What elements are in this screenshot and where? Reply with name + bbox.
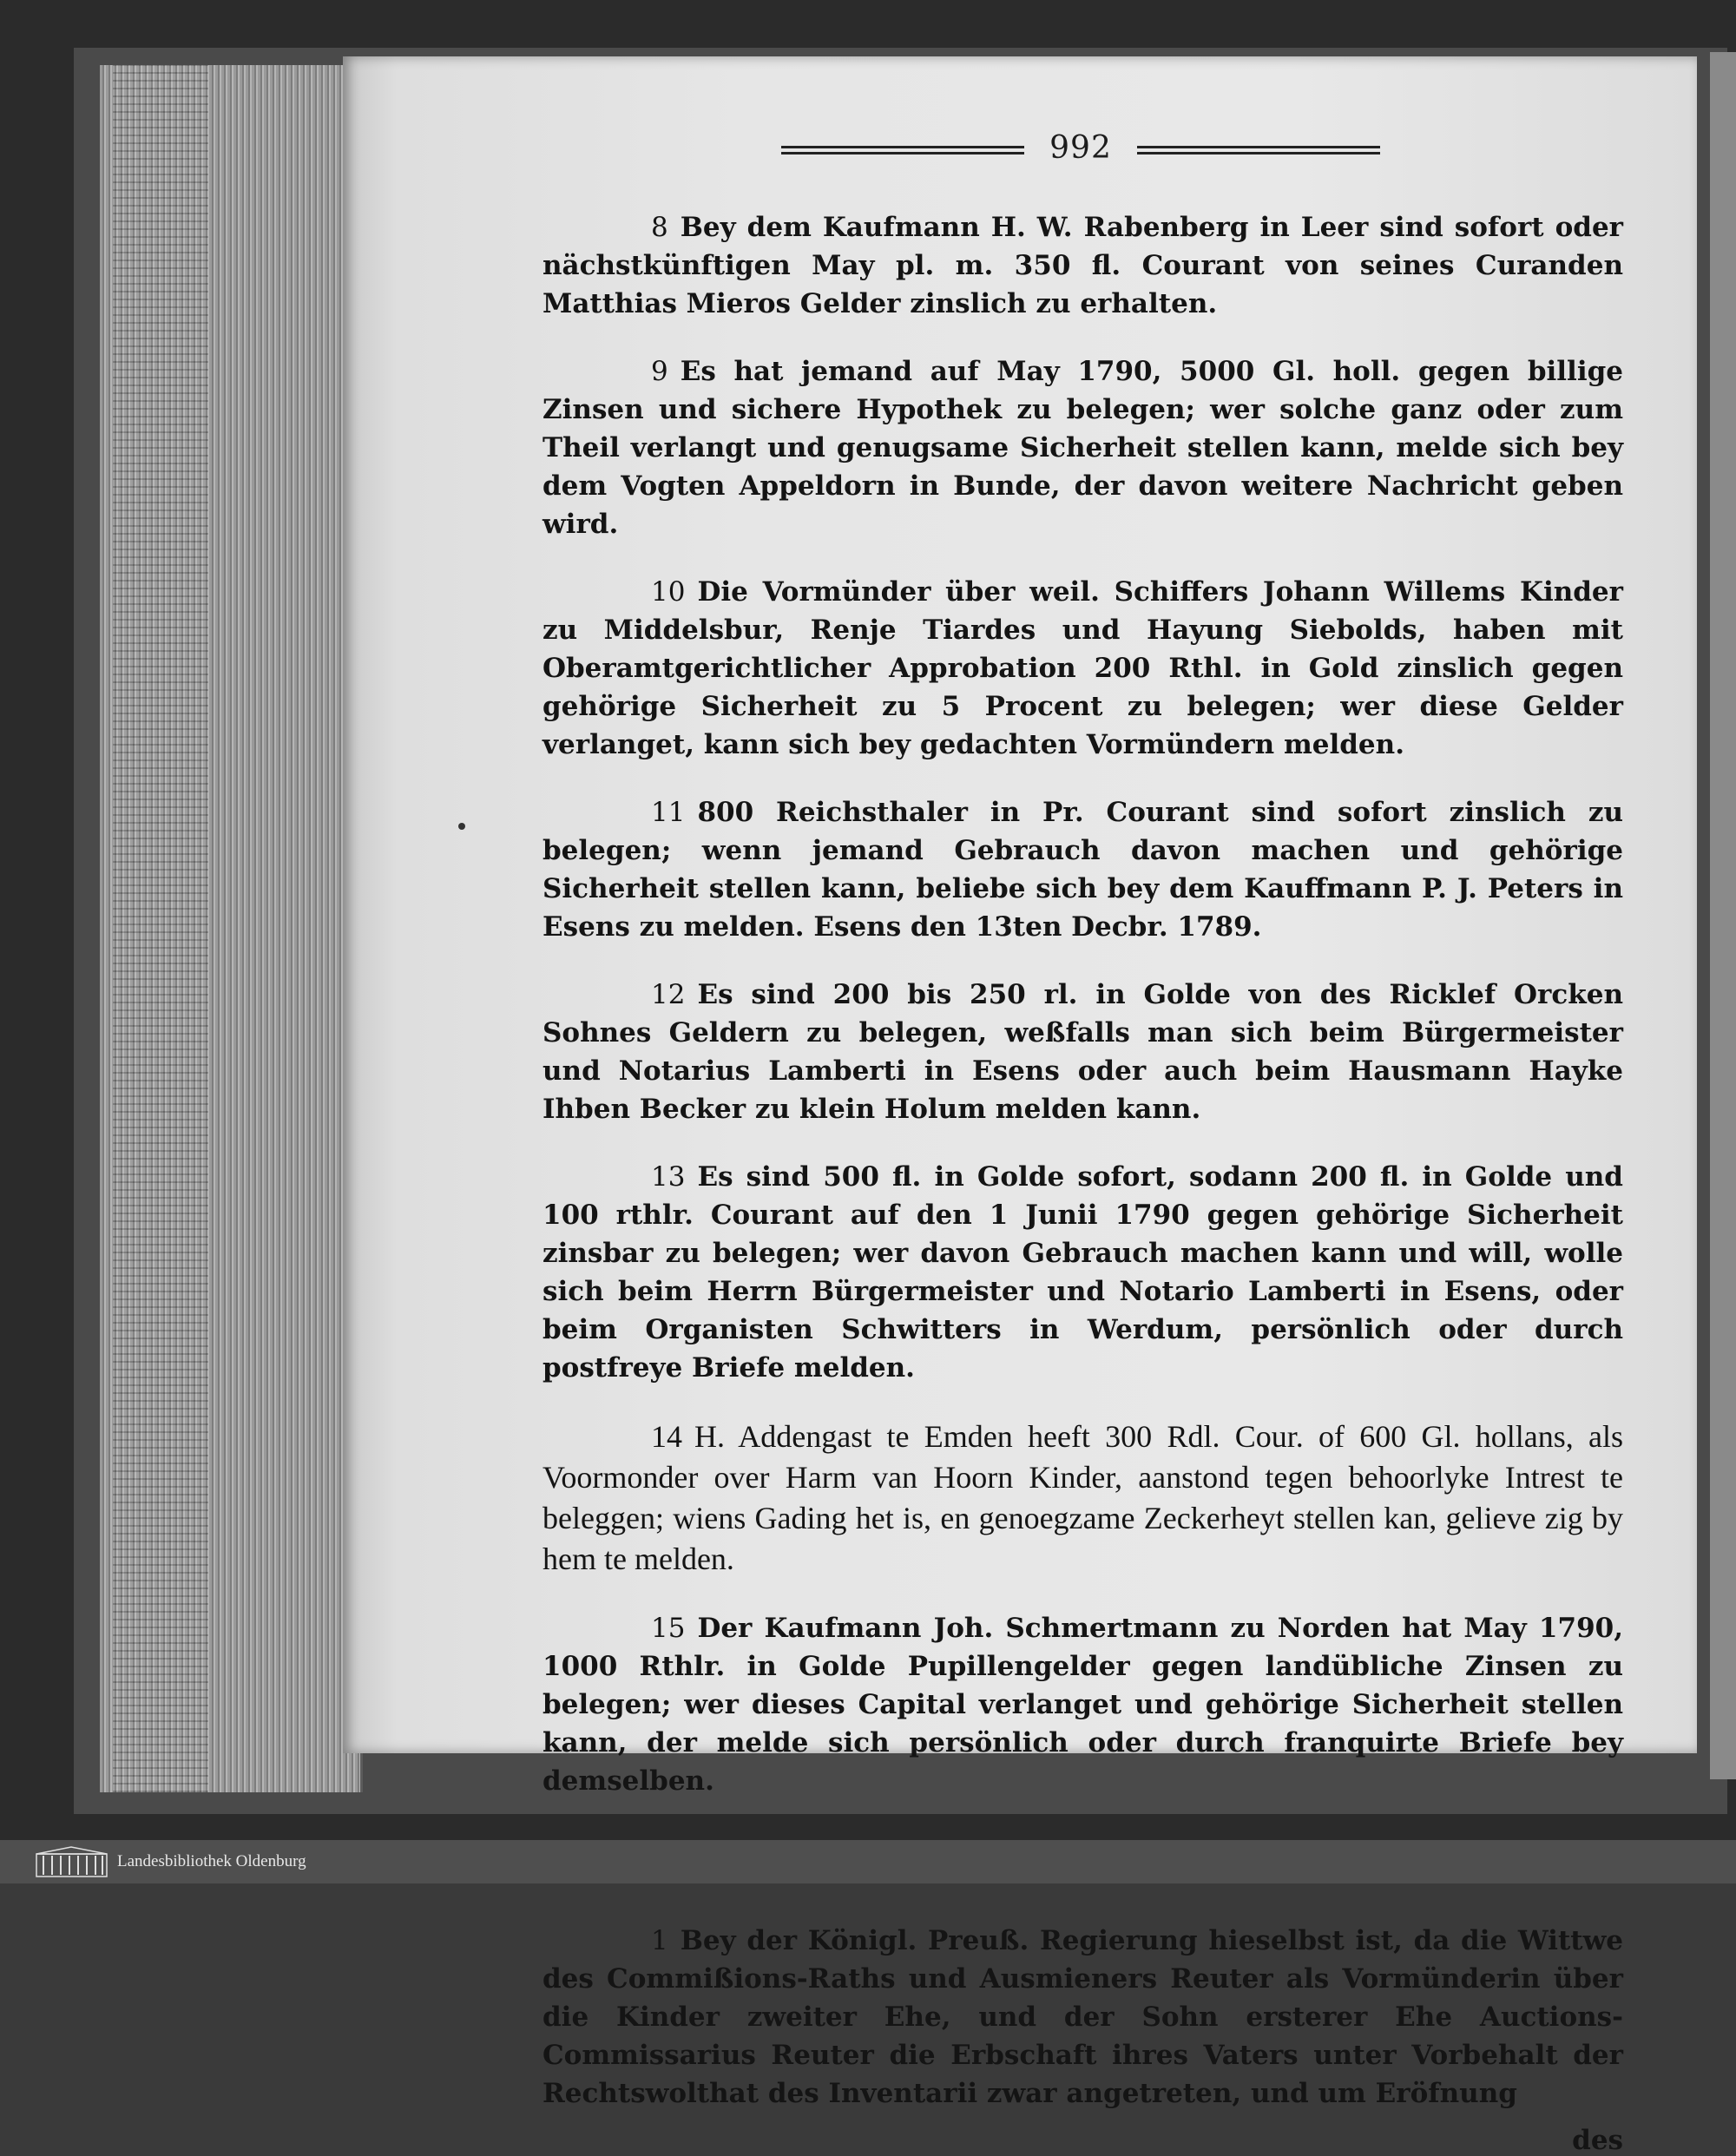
page-header: [781, 130, 1389, 174]
header-rule-left: [781, 146, 1024, 154]
citation-entry-1: [542, 1922, 1623, 2113]
right-page-edge: [1710, 52, 1736, 1779]
entry-number: 10: [651, 576, 686, 608]
entry-14: [542, 1417, 1623, 1580]
entry-10: [542, 573, 1623, 764]
entry-text: Bey der Königl. Preuß. Regierung hieselbst ist, da die Wittwe des Commißions-Raths und Ausmieners Reuter als Vormünderin über die Kinder zweiter Ehe, und der Sohn ersterer Ehe Auctions-Commissarius Reuter die Erbschaft ihres Vaters unter Vorbehalt der Rechtswolthat des Inventarii zwar angetreten, und um Eröfnung: [542, 1925, 1623, 2109]
entry-number: 15: [651, 1613, 686, 1644]
entry-number: 1: [651, 1925, 668, 1956]
entry-13: [542, 1158, 1623, 1387]
entry-8: [542, 208, 1623, 323]
entry-text: Es sind 500 fl. in Golde sofort, sodann 200 fl. in Golde und 100 rthlr. Courant auf den 1 Junii 1790 gegen gehörige Sicherheit zinsbar zu belegen; wer davon Gebrauch machen kann und will, wolle sich beim Herrn Bürgermeister und Notario Lamberti in Esens, oder beim Organisten Schwitters in Werdum, persönlich oder durch postfreye Briefe melden.: [542, 1161, 1623, 1384]
entry-12: [542, 976, 1623, 1128]
entry-text: 800 Reichsthaler in Pr. Courant sind sofort zinslich zu belegen; wenn jemand Gebrauch davon machen und gehörige Sicherheit stellen kann, beliebe sich bey dem Kauffmann P. J. Peters in Esens zu melden. Esens den 13ten Decbr. 1789.: [542, 797, 1623, 943]
entry-number: 14: [651, 1419, 682, 1454]
entry-text: Es hat jemand auf May 1790, 5000 Gl. holl. gegen billige Zinsen und sichere Hypothek zu belegen; wer solche ganz oder zum Theil verlangt und genugsame Sicherheit stellen kann, melde sich bey dem Vogten Appeldorn in Bunde, der davon weitere Nachricht geben wird.: [542, 356, 1623, 540]
margin-mark: [458, 823, 465, 830]
entry-text: H. Addengast te Emden heeft 300 Rdl. Cour. of 600 Gl. hollans, als Voormonder over Harm van Hoorn Kinder, aanstond tegen behoorlyke Intrest te beleggen; wiens Gading het is, en genoegzame Zeckerheyt stellen kan, gelieve zig by hem te melden.: [542, 1419, 1623, 1576]
entry-number: 12: [651, 979, 686, 1010]
catchword: des: [1572, 2125, 1623, 2156]
footer-bar: [0, 1840, 1736, 1883]
entry-text: Bey dem Kaufmann H. W. Rabenberg in Leer sind sofort oder nächstkünftigen May pl. m. 350 fl. Courant von seines Curanden Matthias Mieros Gelder zinslich zu erhalten.: [542, 212, 1623, 319]
library-building-icon: [35, 1845, 108, 1878]
library-name: Landesbibliothek Oldenburg: [117, 1852, 306, 1870]
entry-11: [542, 793, 1623, 946]
entry-number: 9: [651, 356, 668, 387]
entry-text: Der Kaufmann Joh. Schmertmann zu Norden hat May 1790, 1000 Rthlr. in Golde Pupillengelder gegen landübliche Zinsen zu belegen; wer dieses Capital verlanget und gehörige Sicherheit stellen kann, der melde sich persönlich oder durch franquirte Briefe bey demselben.: [542, 1613, 1623, 1797]
entry-text: Die Vormünder über weil. Schiffers Johann Willems Kinder zu Middelsbur, Renje Tiardes und Hayung Siebolds, haben mit Oberamtgerichtlicher Approbation 200 Rthl. in Gold zinslich gegen gehörige Sicherheit zu 5 Procent zu belegen; wer diese Gelder verlanget, kann sich bey gedachten Vormündern melden.: [542, 576, 1623, 760]
entry-9: [542, 352, 1623, 543]
entry-number: 8: [651, 212, 668, 243]
header-rule-right: [1137, 146, 1380, 154]
entry-number: 11: [651, 797, 686, 828]
page-edges: [100, 65, 363, 1792]
entry-number: 13: [651, 1161, 686, 1193]
page-number: 992: [1049, 130, 1112, 166]
entry-15: [542, 1609, 1623, 1800]
entry-text: Es sind 200 bis 250 rl. in Golde von des Ricklef Orcken Sohnes Geldern zu belegen, weßfalls man sich beim Bürgermeister und Notarius Lamberti in Esens oder auch beim Hausmann Hayke Ihben Becker zu klein Holum melden kann.: [542, 979, 1623, 1125]
